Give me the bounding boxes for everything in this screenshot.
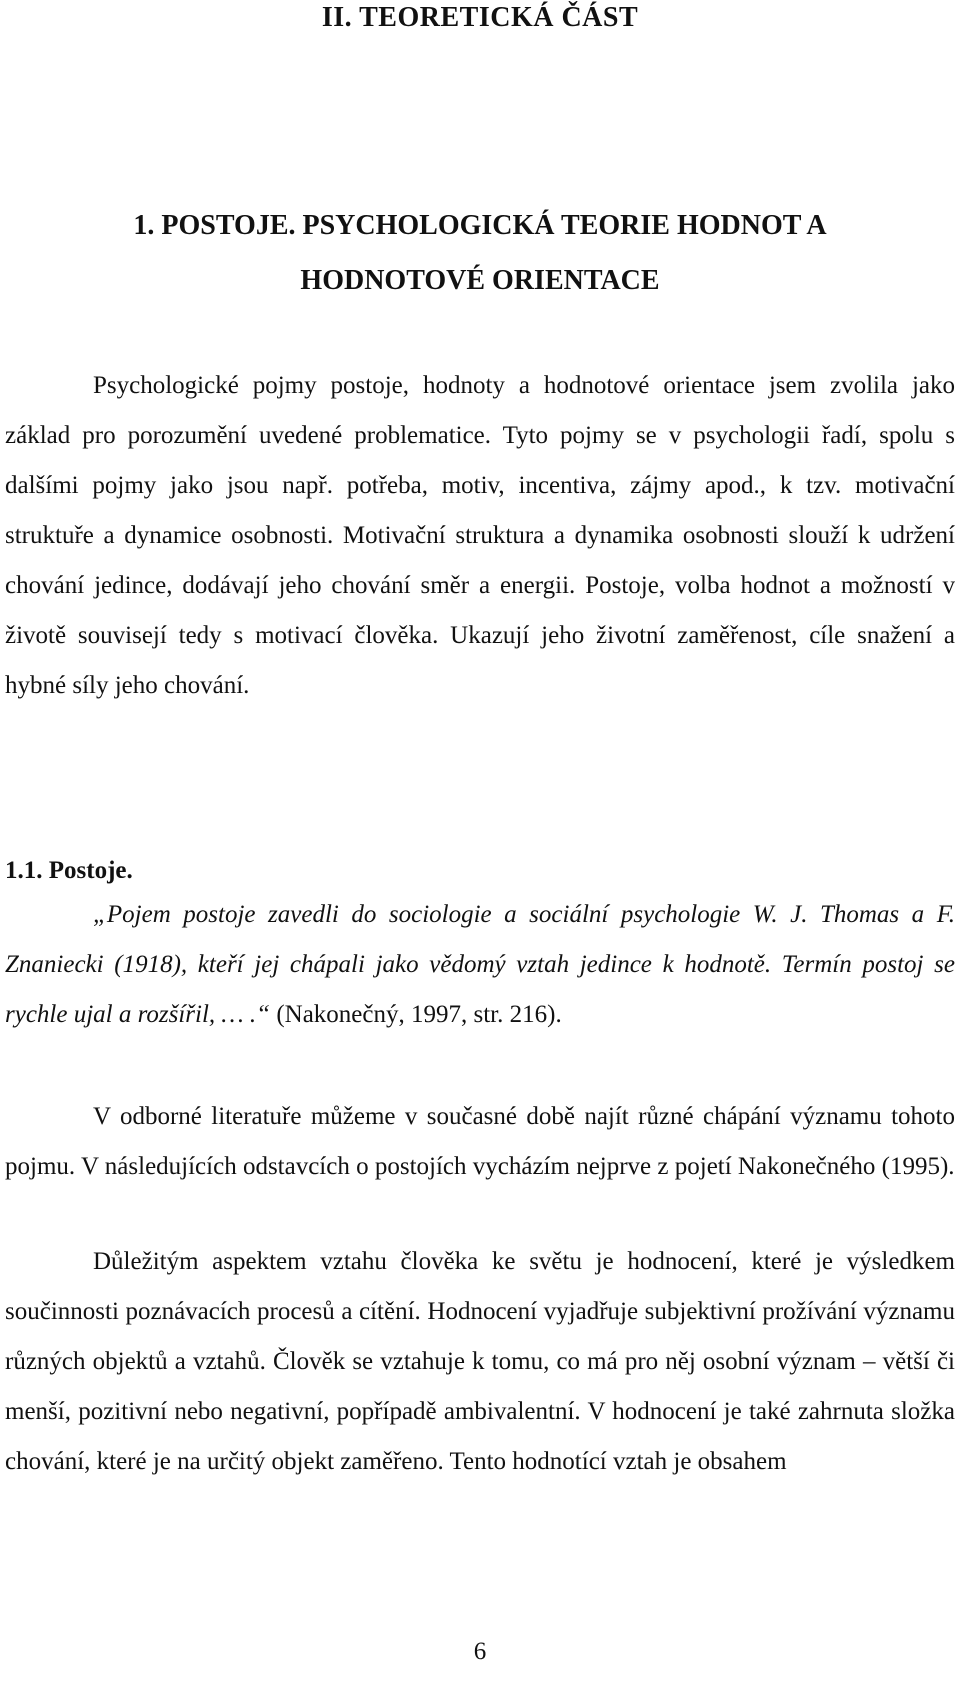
quote-text: „Pojem postoje zavedli do sociologie a sociální psychologie W. J. Thomas a F. Znaniecki (1918), kteří jej chápali jako vědomý vztah jedince k hodnotě. Termín postoj se rychle ujal a rozšířil, … .“	[5, 901, 955, 1028]
quote-citation: (Nakonečný, 1997, str. 216).	[270, 1001, 562, 1028]
paragraph-intro: Psychologické pojmy postoje, hodnoty a hodnotové orientace jsem zvolila jako základ pro porozumění uvedené problematice. Tyto pojmy se v psychologii řadí, spolu s dalšími pojmy jako jsou např. potřeba, motiv, incentiva, zájmy apod., k tzv. motivační struktuře a dynamice osobnosti. Motivační struktura a dynamika osobnosti slouží k udržení chování jedince, dodávají jeho chování směr a energii. Postoje, volba hodnot a možností v životě souvisejí tedy s motivací člověka. Ukazují jeho životní zaměřenost, cíle snažení a hybné síly jeho chování.	[5, 372, 955, 699]
paragraph-literature: V odborné literatuře můžeme v současné době najít různé chápání významu tohoto pojmu. V následujících odstavcích o postojích vycházím nejprve z pojetí Nakonečného (1995).	[5, 1103, 955, 1180]
page-number: 6	[473, 1638, 487, 1665]
chapter-title	[60, 198, 900, 308]
paragraph-quote	[5, 890, 955, 1040]
part-title: II. TEORETICKÁ ČÁST	[321, 2, 639, 33]
chapter-title-line-2: HODNOTOVÉ ORIENTACE	[300, 265, 660, 296]
paragraph-evaluation: Důležitým aspektem vztahu člověka ke světu je hodnocení, které je výsledkem součinnosti poznávacích procesů a cítění. Hodnocení vyjadřuje subjektivní prožívání významu různých objektů a vztahů. Člověk se vztahuje k tomu, co má pro něj osobní význam – větší či menší, pozitivní nebo negativní, popřípadě ambivalentní. V hodnocení je také zahrnuta složka chování, které je na určitý objekt zaměřeno. Tento hodnotící vztah je obsahem	[5, 1248, 955, 1475]
chapter-title-line-1: 1. POSTOJE. PSYCHOLOGICKÁ TEORIE HODNOT A	[133, 210, 827, 241]
section-title: 1.1. Postoje.	[5, 857, 133, 884]
